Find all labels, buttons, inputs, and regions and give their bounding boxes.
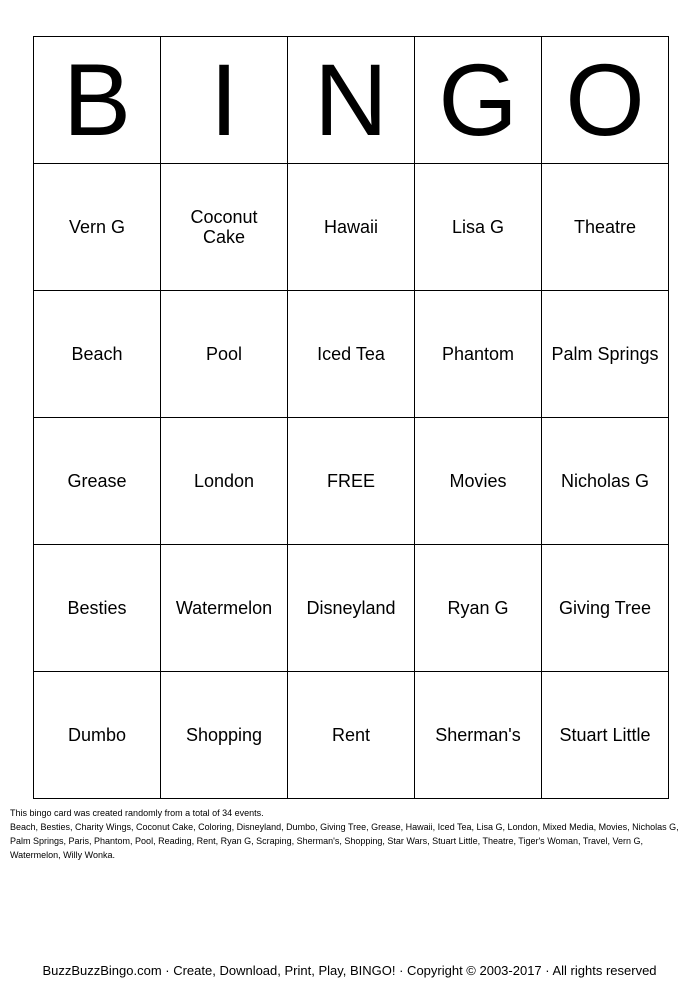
bingo-row: [34, 672, 669, 799]
cell-text: Hawaii: [323, 217, 379, 237]
bingo-cell: [34, 672, 161, 799]
cell-text: Pool: [205, 344, 243, 364]
header-letter-i: I: [161, 37, 288, 164]
bingo-cell: [161, 291, 288, 418]
bingo-cell: [415, 291, 542, 418]
cell-text: Beach: [71, 344, 123, 364]
bingo-cell: [34, 418, 161, 545]
cell-text: Iced Tea: [317, 344, 385, 364]
cell-text: Movies: [449, 471, 507, 491]
bingo-cell: [415, 418, 542, 545]
bingo-row: [34, 418, 669, 545]
bingo-cell: [288, 545, 415, 672]
bingo-header-row: [34, 37, 669, 164]
free-space-cell: [288, 418, 415, 545]
header-letter-o: O: [542, 37, 669, 164]
free-space-text: FREE: [326, 471, 375, 491]
header-letter-g: G: [415, 37, 542, 164]
bingo-cell: [288, 672, 415, 799]
cell-text: Vern G: [68, 217, 126, 237]
cell-text: Shopping: [185, 725, 263, 745]
cell-text: Disneyland: [306, 598, 396, 618]
bingo-cell: [161, 672, 288, 799]
footer-copyright: BuzzBuzzBingo.com · Create, Download, Print, Play, BINGO! · Copyright © 2003-2017 · All rights reserved: [42, 963, 657, 978]
bingo-cell: [415, 545, 542, 672]
bingo-cell: [542, 418, 669, 545]
bingo-cell: [161, 418, 288, 545]
bingo-cell: [34, 291, 161, 418]
bingo-cell: [161, 545, 288, 672]
bingo-cell: [542, 164, 669, 291]
cell-text: Rent: [331, 725, 371, 745]
cell-text: Palm Springs: [551, 344, 659, 364]
cell-text: Stuart Little: [559, 725, 651, 745]
cell-text: London: [193, 471, 255, 491]
bingo-cell: [161, 164, 288, 291]
cell-text: Grease: [67, 471, 127, 491]
bingo-row: [34, 164, 669, 291]
bingo-cell: [415, 164, 542, 291]
bingo-row: [34, 545, 669, 672]
bingo-card: [33, 36, 669, 799]
events-note-summary: This bingo card was created randomly from a total of 34 events.: [10, 808, 264, 818]
header-letter-b: B: [34, 37, 161, 164]
header-letter-n: N: [288, 37, 415, 164]
cell-text: Phantom: [441, 344, 515, 364]
cell-text: Theatre: [573, 217, 637, 237]
bingo-cell: [288, 291, 415, 418]
cell-text: Nicholas G: [560, 471, 650, 491]
bingo-cell: [34, 164, 161, 291]
bingo-cell: [542, 291, 669, 418]
cell-text: Besties: [67, 598, 127, 618]
cell-text: Sherman's: [435, 725, 521, 745]
cell-text: Ryan G: [447, 598, 509, 618]
bingo-cell: [542, 672, 669, 799]
cell-text: Dumbo: [67, 725, 127, 745]
bingo-cell: [288, 164, 415, 291]
cell-text: Lisa G: [451, 217, 505, 237]
cell-text: Giving Tree: [558, 598, 652, 618]
bingo-row: [34, 291, 669, 418]
bingo-cell: [415, 672, 542, 799]
bingo-cell: [542, 545, 669, 672]
events-list: Beach, Besties, Charity Wings, Coconut Cake, Coloring, Disneyland, Dumbo, Giving Tree, Grease, Hawaii, Iced Tea, Lisa G, London, Mixed Media, Movies, Nicholas G, Palm Springs, Paris, Phantom, Pool, Reading, Rent, Ryan G, Scraping, Sherman's, Shopping, Star Wars, Stuart Little, Theatre, Tiger's Woman, Travel, Vern G, Watermelon, Willy Wonka.: [10, 822, 679, 860]
events-note: [10, 806, 690, 862]
bingo-cell: [34, 545, 161, 672]
cell-text: Coconut Cake: [190, 207, 258, 247]
cell-text: Watermelon: [175, 598, 273, 618]
